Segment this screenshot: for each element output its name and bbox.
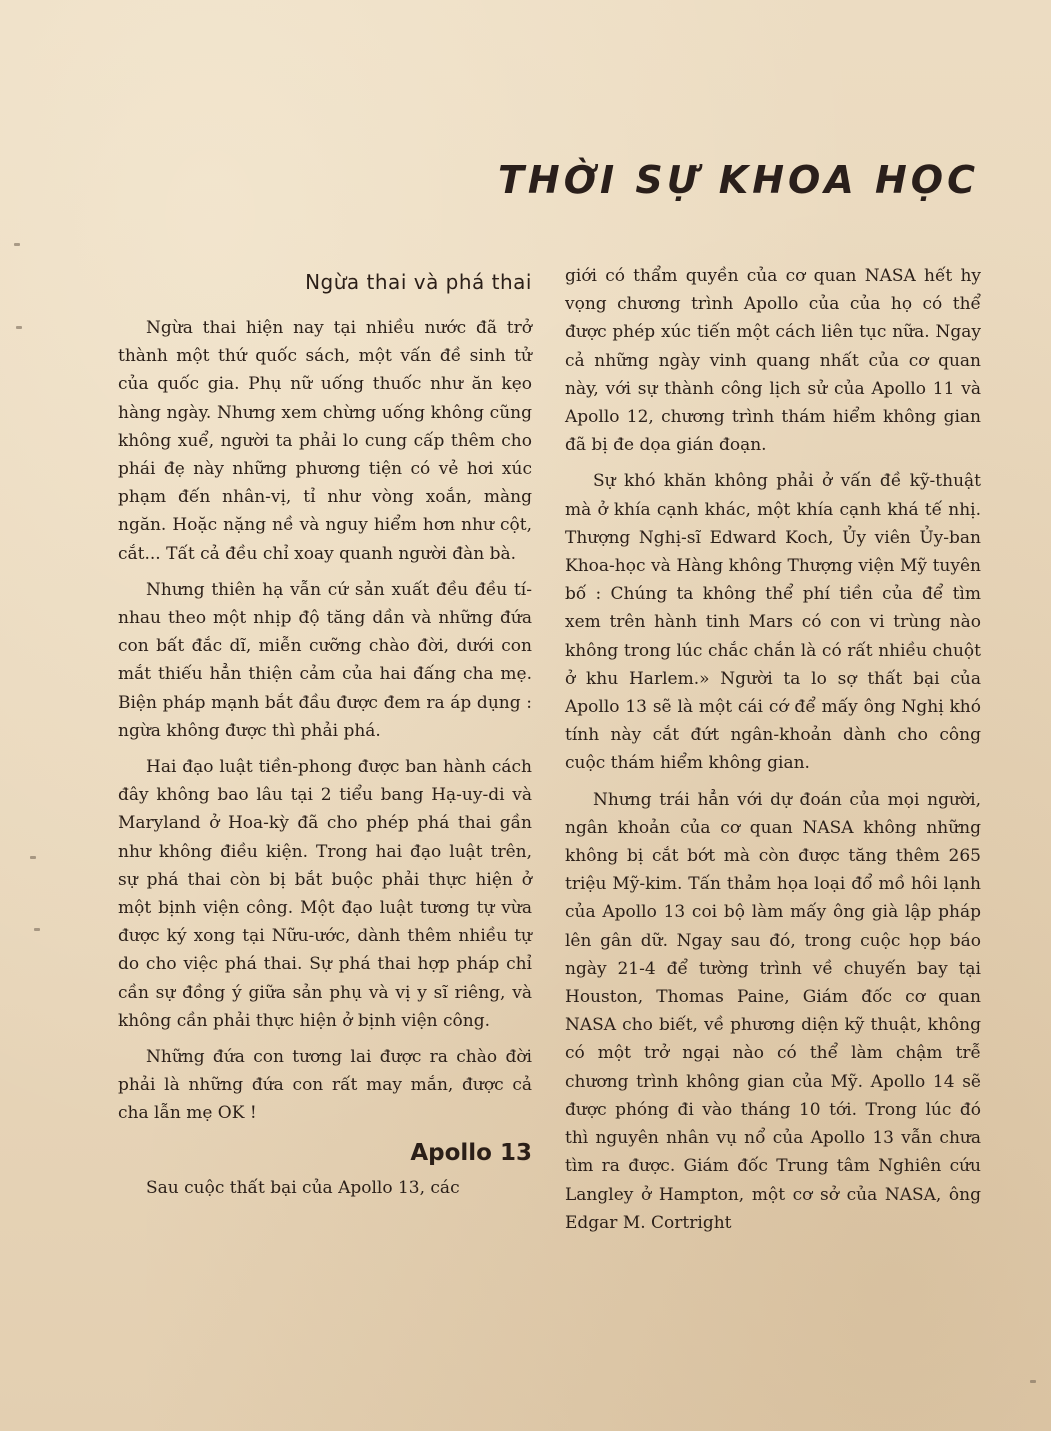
margin-speck	[1030, 1380, 1036, 1383]
paragraph: Ngừa thai hiện nay tại nhiều nước đã trở thành một thứ quốc sách, một vấn đề sinh tử của quốc gia. Phụ nữ uống thuốc như ăn kẹo hàng ngày. Nhưng xem chừng uống không cũng không xuể, người ta phải lo cung cấp thêm cho phái đẹ này những phương tiện có vẻ hơi xúc phạm đến nhân-vị, tỉ như vòng xoắn, màng ngăn. Hoặc nặng nề và nguy hiểm hơn như cột, cắt... Tất cả đều chỉ xoay quanh người đàn bà.	[118, 318, 532, 564]
margin-speck	[34, 928, 40, 931]
section-title: Ngừa thai và phá thai	[305, 270, 532, 294]
subheading-apollo: Apollo 13	[410, 1139, 532, 1166]
margin-speck	[16, 326, 22, 329]
paragraph: Sau cuộc thất bại của Apollo 13, các	[146, 1177, 460, 1198]
right-column	[565, 262, 981, 1245]
paragraph-continued: giới có thẩm quyền của cơ quan NASA hết hy vọng chương trình Apollo của của họ có thể được phép xúc tiến một cách liên tục nữa. Ngay cả những ngày vinh quang nhất của cơ quan này, với sự thành công lịch sử của Apollo 11 và Apollo 12, chương trình thám hiểm không gian đã bị đe dọa gián đoạn.	[565, 266, 981, 456]
paragraph: Những đứa con tương lai được ra chào đời phải là những đứa con rất may mắn, được cả cha lẫn mẹ OK !	[118, 1047, 532, 1124]
left-column	[118, 262, 532, 1210]
margin-speck	[30, 856, 36, 859]
page-title: THỜI SỰ KHOA HỌC	[497, 158, 979, 202]
paragraph: Nhưng trái hẳn với dự đoán của mọi người, ngân khoản của cơ quan NASA không những không bị cắt bớt mà còn được tăng thêm 265 triệu Mỹ-kim. Tấn thảm họa loại đổ mồ hôi lạnh của Apollo 13 coi bộ làm mấy ông già lập pháp lên gân dữ. Ngay sau đó, trong cuộc họp báo ngày 21-4 để tường trình về chuyến bay tại Houston, Thomas Paine, Giám đốc cơ quan NASA cho biết, về phương diện kỹ thuật, không có một trở ngại nào có thể làm chậm trễ chương trình không gian của Mỹ. Apollo 14 sẽ được phóng đi vào tháng 10 tới. Trong lúc đó thì nguyên nhân vụ nổ của Apollo 13 vẫn chưa tìm ra được. Giám đốc Trung tâm Nghiên cứu Langley ở Hampton, một cơ sở của NASA, ông Edgar M. Cortright	[565, 789, 981, 1233]
margin-speck	[14, 243, 20, 246]
paragraph: Sự khó khăn không phải ở vấn đề kỹ-thuật mà ở khía cạnh khác, một khía cạnh khá tế nhị. Thượng Nghị-sĩ Edward Koch, Ủy viên Ủy-ban Khoa-học và Hàng không Thượng viện Mỹ tuyên bố : Chúng ta không thể phí tiền của để tìm xem trên hành tinh Mars có con vi trùng nào không trong lúc chắc chắn là có rất nhiều chuột ở khu Harlem.» Người ta lo sợ thất bại của Apollo 13 sẽ là một cái cớ để mấy ông Nghị khó tính này cắt đứt ngân-khoản dành cho công cuộc thám hiểm không gian.	[565, 471, 981, 774]
paragraph: Hai đạo luật tiền-phong được ban hành cách đây không bao lâu tại 2 tiểu bang Hạ-uy-di và Maryland ở Hoa-kỳ đã cho phép phá thai gần như không điều kiện. Trong hai đạo luật trên, sự phá thai còn bị bắt buộc phải thực hiện ở một bịnh viện công. Một đạo luật tương tự vừa được ký xong tại Nữu-ước, dành thêm nhiều tự do cho việc phá thai. Sự phá thai hợp pháp chỉ cần sự đồng ý giữa sản phụ và vị y sĩ riêng, và không cần phải thực hiện ở bịnh viện công.	[118, 757, 532, 1031]
paragraph: Nhưng thiên hạ vẫn cứ sản xuất đều đều tí-nhau theo một nhịp độ tăng dần và những đứa con bất đắc dĩ, miễn cưỡng chào đời, dưới con mắt thiếu hẳn thiện cảm của hai đấng cha mẹ. Biện pháp mạnh bắt đầu được đem ra áp dụng : ngừa không được thì phải phá.	[118, 579, 532, 741]
